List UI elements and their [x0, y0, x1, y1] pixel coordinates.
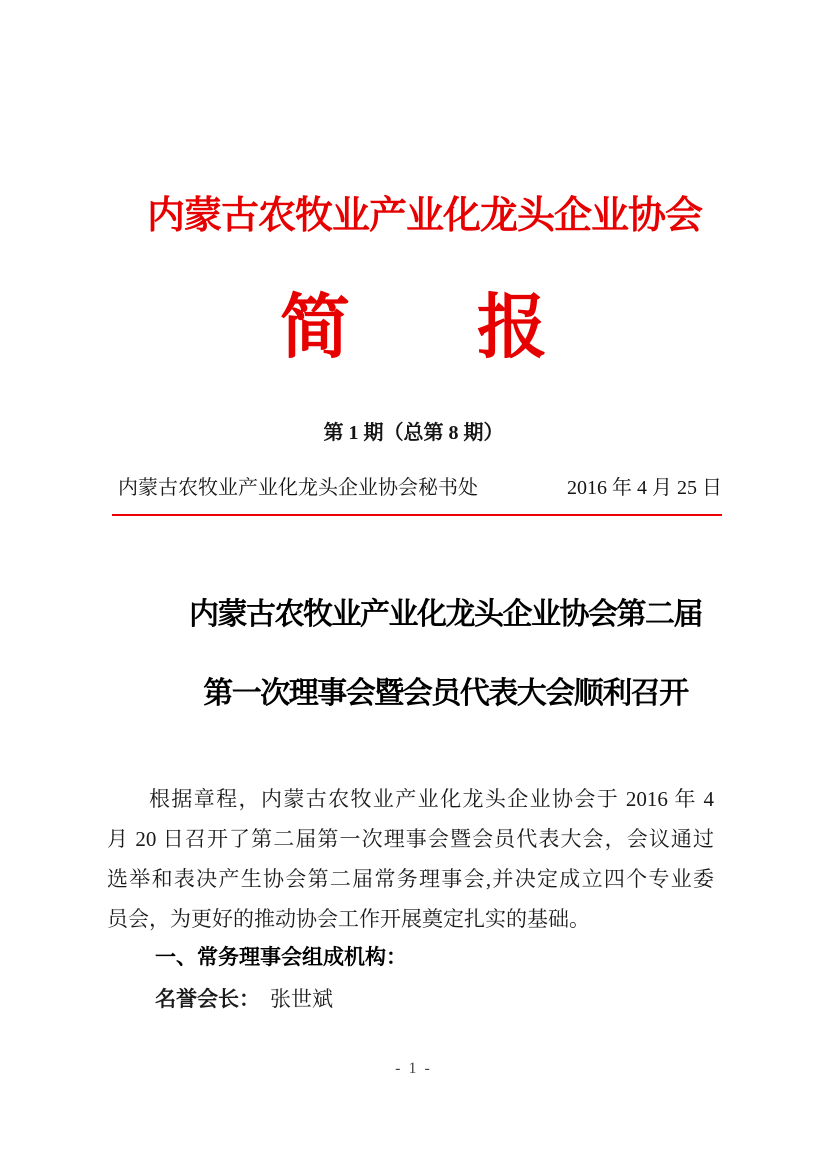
masthead-org-title: 内蒙古农牧业产业化龙头企业协会 [146, 195, 702, 237]
body-line: 月 20 日召开了第二届第一次理事会暨会员代表大会，会议通过 [107, 827, 714, 851]
article-body [107, 779, 714, 939]
publisher-row [112, 476, 722, 500]
page-number: - 1 - [395, 1060, 432, 1077]
bulletin-char-1: 简 [280, 290, 350, 367]
entry-value: 张世斌 [270, 987, 333, 1011]
red-divider-line [112, 514, 722, 516]
body-line: 根据章程，内蒙古农牧业产业化龙头企业协会于 2016 年 4 [149, 787, 714, 811]
entry-label: 名誉会长： [155, 987, 260, 1011]
article-title-line1: 内蒙古农牧业产业化龙头企业协会第二届 [189, 598, 702, 631]
body-line: 员会，为更好的推动协会工作开展奠定扎实的基础。 [107, 907, 590, 931]
issue-number-line: 第 1 期（总第 8 期） [323, 422, 504, 444]
bulletin-char-2: 报 [477, 290, 547, 367]
section-heading: 一、常务理事会组成机构： [155, 946, 407, 969]
article-title-line2: 第一次理事会暨会员代表大会顺利召开 [203, 677, 688, 710]
issue-date: 2016 年 4 月 25 日 [567, 477, 722, 499]
masthead-bulletin-title [0, 288, 827, 370]
entry-row-honorary-president [107, 984, 714, 1014]
body-line: 选举和表决产生协会第二届常务理事会,并决定成立四个专业委 [107, 867, 714, 891]
publisher-name: 内蒙古农牧业产业化龙头企业协会秘书处 [118, 477, 478, 499]
